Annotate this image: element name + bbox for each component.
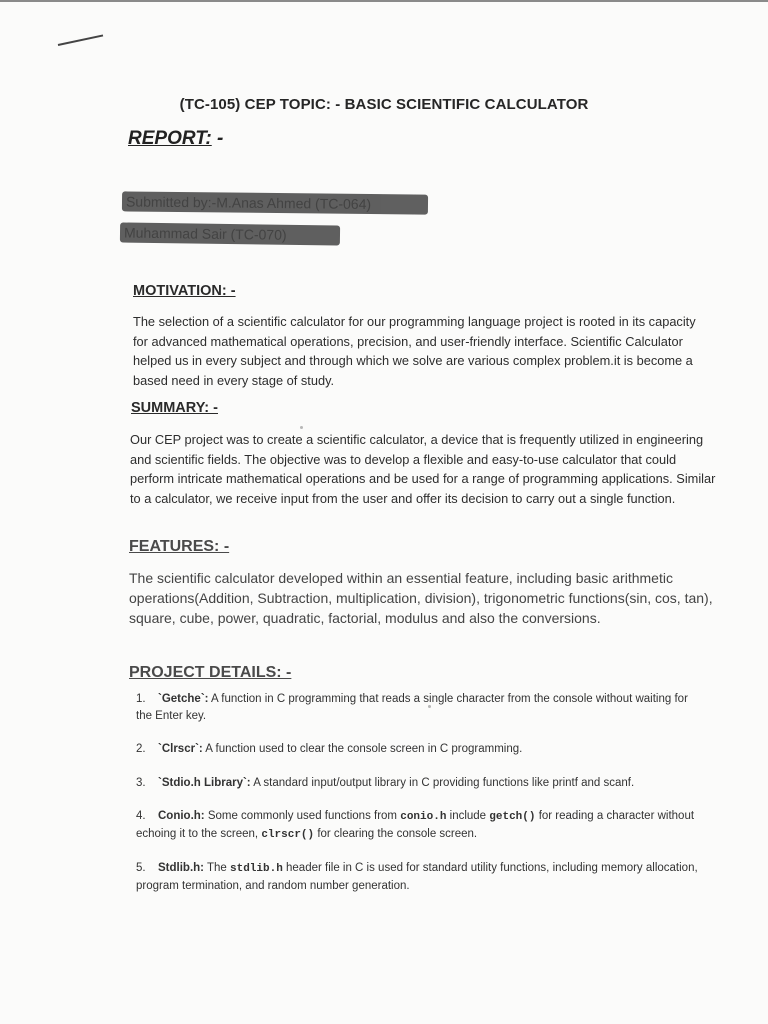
motivation-heading: MOTIVATION: - (133, 283, 236, 299)
list-item-text: The (204, 862, 230, 874)
list-item-term: `Getche`: (158, 693, 209, 705)
document-title: (TC-105) CEP TOPIC: - BASIC SCIENTIFIC CALCULATOR (179, 96, 589, 113)
list-item-term: `Clrscr`: (158, 743, 203, 755)
list-item-number: 2. (136, 743, 146, 755)
features-heading: FEATURES: - (129, 538, 230, 555)
list-item-number: 3. (136, 776, 146, 789)
list-item-text: include (446, 810, 490, 822)
list-item (136, 775, 706, 792)
list-item-term: `Stdio.h Library`: (158, 776, 251, 789)
scan-speck (300, 426, 303, 429)
list-item (136, 860, 706, 894)
project-details-list (136, 691, 706, 911)
code-clrscr: clrscr() (261, 828, 315, 841)
list-item-text: A function in C programming that reads a single character from the console without waiting for the Enter key. (136, 693, 688, 722)
scan-speck (428, 705, 431, 708)
report-suffix: - (211, 128, 224, 149)
submitted-by-redacted: Submitted by:-M.Anas Ahmed (TC-064) (122, 191, 428, 214)
list-item-number: 5. (136, 862, 146, 874)
list-item-number: 4. (136, 810, 146, 822)
pen-mark (58, 34, 103, 46)
list-item (136, 808, 706, 843)
list-item-text: Some commonly used functions from (204, 810, 401, 822)
summary-heading: SUMMARY: - (131, 400, 218, 416)
code-conio-h: conio.h (400, 811, 447, 823)
motivation-paragraph: The selection of a scientific calculator for our programming language project is rooted in its capacity for advanced mathematical operations, precision, and user-friendly interface. Scientific Calculator helped us in every subject and through which we solve are various complex problem.it is become a based need in every stage of study. (133, 314, 696, 388)
list-item-text: header file in C is used for standard utility functions, including memory allocation, program termination, and random number generation. (136, 862, 698, 892)
list-item-text: A standard input/output library in C providing functions like printf and scanf. (250, 776, 635, 789)
list-item (136, 741, 706, 758)
list-item-term: Stdlib.h: (158, 862, 204, 874)
submitted-name-redacted: Muhammad Sair (TC-070) (120, 222, 340, 245)
list-item-term: Conio.h: (158, 810, 205, 822)
summary-paragraph: Our CEP project was to create a scientific calculator, a device that is frequently utilized in engineering and scientific fields. The objective was to develop a flexible and easy-to-use calculator that could perform intricate mathematical operations and be used for a range of programming applications. Similar to a calculator, we receive input from the user and offer its decision to carry out a single function. (130, 432, 716, 506)
report-label: REPORT: (128, 128, 212, 149)
list-item-number: 1. (136, 693, 146, 705)
features-paragraph: The scientific calculator developed within an essential feature, including basic arithmetic operations(Addition, Subtraction, multiplication, division), trigonometric functions(sin, cos, tan), square, cube, power, quadratic, factorial, modulus and also the conversions. (129, 570, 713, 626)
code-getch: getch() (489, 811, 536, 823)
code-stdlib-h: stdlib.h (230, 863, 283, 875)
project-details-heading: PROJECT DETAILS: - (129, 664, 292, 681)
report-heading (128, 128, 223, 150)
list-item-text: for clearing the console screen. (314, 827, 478, 840)
list-item-text: A function used to clear the console screen in C programming. (202, 743, 523, 755)
list-item-text: for reading a character without echoing it to the screen, (136, 810, 695, 840)
list-item (136, 691, 706, 724)
